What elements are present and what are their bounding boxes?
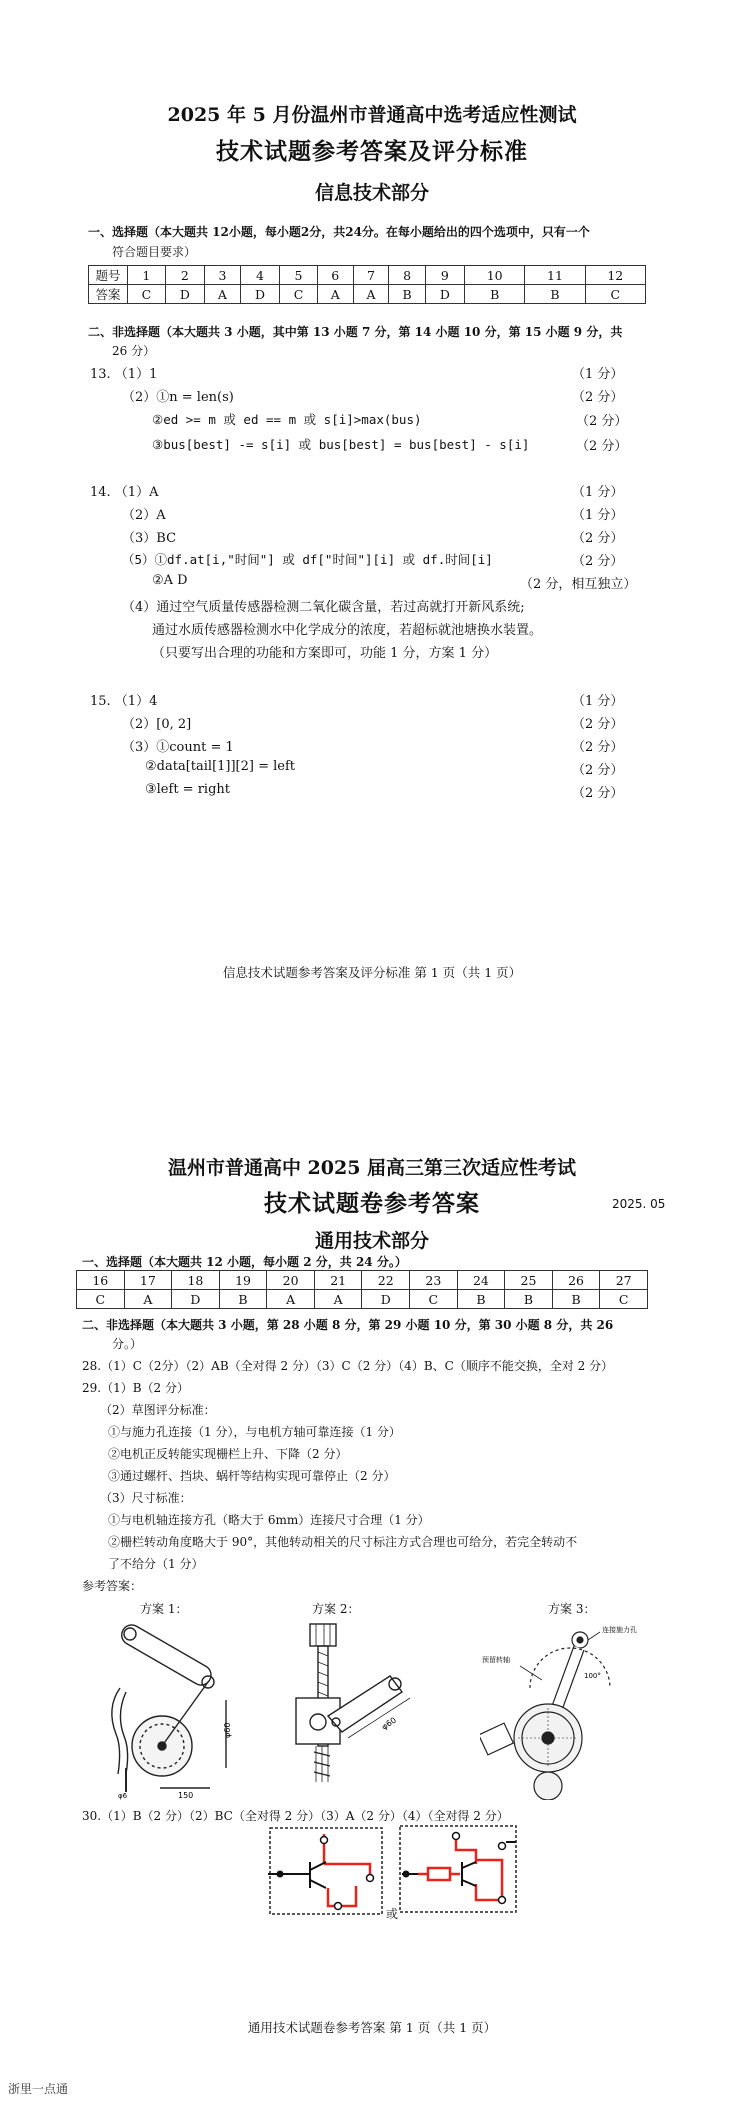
q15-score-1: （1 分） xyxy=(572,694,624,709)
page2-date: 2025. 05 xyxy=(612,1197,666,1211)
page1-section-title: 信息技术部分 xyxy=(314,182,429,204)
q14-score-1: （1 分） xyxy=(572,485,624,500)
table-cell: B xyxy=(457,1290,505,1309)
page2-title: 温州市普通高中 2025 届高三第三次适应性考试 xyxy=(167,1157,577,1179)
table-cell: 24 xyxy=(457,1271,505,1290)
table-cell: 18 xyxy=(172,1271,220,1290)
table-cell: A xyxy=(317,285,353,304)
page2-subtitle: 技术试题卷参考答案 xyxy=(264,1190,480,1217)
table-cell: 21 xyxy=(314,1271,362,1290)
circuit-2-terminal xyxy=(403,1871,410,1878)
q29-line-7: ①与电机轴连接方孔（略大于 6mm）连接尺寸合理（1 分） xyxy=(108,1513,430,1527)
q30-answer: 30.（1）B（2 分）（2）BC（全对得 2 分）（3）A（2 分）（4）（全对得 2 分） xyxy=(82,1809,509,1823)
page2-nonmc-header-2: 分。） xyxy=(112,1337,143,1351)
q14-line-8: （只要写出合理的功能和方案即可，功能 1 分，方案 1 分） xyxy=(152,646,498,661)
page1-nonmc-header: 二、非选择题（本大题共 3 小题，其中第 13 小题 7 分，第 14 小题 10 分，第 15 小题 9 分，共 xyxy=(88,325,623,339)
table-cell: C xyxy=(600,1290,648,1309)
table-cell: 9 xyxy=(425,266,464,285)
table-cell: 16 xyxy=(77,1271,125,1290)
table-cell: C xyxy=(585,285,645,304)
table-cell: D xyxy=(240,285,279,304)
q14-line-6: （4）通过空气质量传感器检测二氧化碳含量，若过高就打开新风系统; xyxy=(122,600,525,615)
q29-line-8: ②栅栏转动角度略大于 90°，其他转动相关的尺寸标注方式合理也可给分，若完全转动不 xyxy=(108,1535,578,1549)
table-cell: A xyxy=(205,285,241,304)
table-cell: 4 xyxy=(240,266,279,285)
table-cell: 27 xyxy=(600,1271,648,1290)
table-cell: A xyxy=(267,1290,315,1309)
q29-line-10: 参考答案： xyxy=(82,1579,143,1593)
q13-line-4: ③bus[best] -= s[i] 或 bus[best] = bus[best] - s[i] xyxy=(152,437,530,452)
table-cell: D xyxy=(172,1290,220,1309)
q28-answer: 28.（1）C（2分）（2）AB（全对得 2 分）（3）C（2 分）（4）B、C（顺序不能交换，全对 2 分） xyxy=(82,1359,614,1373)
watermark: 浙里一点通 xyxy=(8,2082,69,2096)
table-cell: 5 xyxy=(280,266,318,285)
circuit-2-terminal xyxy=(499,1843,506,1850)
circuit-diagram-1 xyxy=(268,1826,386,1918)
circuit-2-terminal xyxy=(453,1833,460,1840)
table-cell: 11 xyxy=(525,266,585,285)
q14-line-1: 14. （1）A xyxy=(90,485,159,500)
scheme-3-label: 方案 3： xyxy=(548,1602,596,1616)
or-text: 或 xyxy=(386,1907,399,1921)
q15-line-2: （2）[0, 2] xyxy=(122,717,192,732)
scheme-3-label-angle: 100° xyxy=(584,1672,601,1680)
scheme-3-label-axis: 预留转轴 xyxy=(482,1656,510,1664)
page1-subtitle: 技术试题参考答案及评分标准 xyxy=(216,138,528,165)
scheme-2-label: 方案 2： xyxy=(312,1602,360,1616)
q29-line-4: ②电机正反转能实现栅栏上升、下降（2 分） xyxy=(108,1447,348,1461)
q13-line-1: 13. （1）1 xyxy=(90,367,158,382)
table-cell: 12 xyxy=(585,266,645,285)
table-cell: B xyxy=(552,1290,600,1309)
table-cell: 10 xyxy=(465,266,525,285)
q14-line-2: （2）A xyxy=(122,508,166,523)
table-cell: 3 xyxy=(205,266,241,285)
table-cell: D xyxy=(165,285,204,304)
q29-line-1: 29.（1）B（2 分） xyxy=(82,1381,189,1395)
table-cell: 答案 xyxy=(89,285,128,304)
table-cell: A xyxy=(353,285,389,304)
table-cell: A xyxy=(314,1290,362,1309)
page2-mc-header: 一、选择题（本大题共 12 小题，每小题 2 分，共 24 分。） xyxy=(82,1255,407,1269)
q13-line-3: ②ed >= m 或 ed == m 或 s[i]>max(bus) xyxy=(152,412,422,427)
q15-score-3: （2 分） xyxy=(572,740,624,755)
scheme-1-drawing xyxy=(100,1618,250,1800)
scheme-2-drawing xyxy=(288,1618,448,1800)
scheme-1-dim-2: 150 xyxy=(178,1791,194,1800)
circuit-1-terminal xyxy=(335,1903,342,1910)
scheme-3-label-hole: 连接施力孔 xyxy=(602,1626,637,1634)
q13-score-3: （2 分） xyxy=(576,414,628,429)
q15-line-1: 15. （1）4 xyxy=(90,694,158,709)
table-cell: 25 xyxy=(505,1271,553,1290)
table-row xyxy=(77,1271,648,1290)
table-cell: B xyxy=(465,285,525,304)
q13-line-2: （2）①n = len(s) xyxy=(122,390,234,405)
table-cell: 2 xyxy=(165,266,204,285)
q14-line-4: （5）①df.at[i,"时间"] 或 df["时间"][i] 或 df.时间[i] xyxy=(122,552,493,567)
q14-line-7: 通过水质传感器检测水中化学成分的浓度，若超标就池塘换水装置。 xyxy=(152,623,543,638)
circuit-2-wires xyxy=(418,1832,502,1900)
table-cell: 19 xyxy=(219,1271,267,1290)
table-cell: B xyxy=(219,1290,267,1309)
scheme-1-dim-1: φ60 xyxy=(223,1722,232,1738)
circuit-1-terminal xyxy=(367,1875,374,1882)
page2-footer: 通用技术试题卷参考答案 第 1 页（共 1 页） xyxy=(247,2020,497,2035)
scheme-3-drawing xyxy=(480,1618,660,1800)
table-row xyxy=(89,266,646,285)
q13-score-2: （2 分） xyxy=(572,390,624,405)
q14-score-4: （2 分） xyxy=(572,554,624,569)
table-cell: B xyxy=(525,285,585,304)
table-cell: C xyxy=(410,1290,458,1309)
page1-nonmc-header-2: 26 分） xyxy=(112,344,156,358)
q15-score-5: （2 分） xyxy=(572,786,624,801)
q29-line-3: ①与施力孔连接（1 分），与电机方轴可靠连接（1 分） xyxy=(108,1425,401,1439)
table-cell: 6 xyxy=(317,266,353,285)
scheme-2-dim: φ60 xyxy=(380,1715,398,1732)
q15-line-4: ②data[tail[1]][2] = left xyxy=(145,759,296,774)
circuit-diagram-2 xyxy=(398,1822,522,1918)
table-cell: 26 xyxy=(552,1271,600,1290)
q13-score-4: （2 分） xyxy=(576,439,628,454)
q29-line-5: ③通过螺杆、挡块、蜗杆等结构实现可靠停止（2 分） xyxy=(108,1469,396,1483)
q29-line-9: 了不给分（1 分） xyxy=(108,1557,204,1571)
page2-answer-table xyxy=(76,1270,648,1309)
table-row xyxy=(77,1290,648,1309)
q15-line-3: （3）①count = 1 xyxy=(122,740,234,755)
page2-section-title: 通用技术部分 xyxy=(314,1230,429,1252)
table-cell: 22 xyxy=(362,1271,410,1290)
circuit-1-terminal xyxy=(321,1837,328,1844)
page1-mc-header-2: 符合题目要求） xyxy=(112,245,197,259)
table-cell: D xyxy=(425,285,464,304)
table-cell: B xyxy=(505,1290,553,1309)
table-cell: 23 xyxy=(410,1271,458,1290)
table-cell: 题号 xyxy=(89,266,128,285)
q14-line-3: （3）BC xyxy=(122,531,177,546)
table-cell: D xyxy=(362,1290,410,1309)
q14-score-5: （2 分，相互独立） xyxy=(520,577,637,592)
page2-nonmc-header: 二、非选择题（本大题共 3 小题，第 28 小题 8 分，第 29 小题 10 分，第 30 小题 8 分，共 26 xyxy=(82,1318,614,1332)
page1-title: 2025 年 5 月份温州市普通高中选考适应性测试 xyxy=(167,104,577,126)
table-cell: 8 xyxy=(389,266,425,285)
q14-score-3: （2 分） xyxy=(572,531,624,546)
table-cell: 7 xyxy=(353,266,389,285)
scheme-1-label: 方案 1： xyxy=(140,1602,188,1616)
q15-score-2: （2 分） xyxy=(572,717,624,732)
q15-line-5: ③left = right xyxy=(145,782,230,797)
circuit-1-terminal xyxy=(277,1871,284,1878)
table-cell: C xyxy=(128,285,166,304)
q14-line-5: ②A D xyxy=(152,573,188,588)
table-cell: 17 xyxy=(124,1271,172,1290)
table-cell: B xyxy=(389,285,425,304)
q15-score-4: （2 分） xyxy=(572,763,624,778)
circuit-1-wires xyxy=(324,1834,370,1906)
page1-answer-table xyxy=(88,265,646,304)
table-cell: 1 xyxy=(128,266,166,285)
table-cell: A xyxy=(124,1290,172,1309)
q14-score-2: （1 分） xyxy=(572,508,624,523)
scheme-1-dim-3: φ6 xyxy=(118,1792,128,1800)
table-cell: C xyxy=(280,285,318,304)
q13-score-1: （1 分） xyxy=(572,367,624,382)
page1-footer: 信息技术试题参考答案及评分标准 第 1 页（共 1 页） xyxy=(222,965,522,980)
q29-line-6: （3）尺寸标准： xyxy=(100,1491,192,1505)
table-cell: C xyxy=(77,1290,125,1309)
table-row xyxy=(89,285,646,304)
circuit-2-terminal xyxy=(499,1897,506,1904)
table-cell: 20 xyxy=(267,1271,315,1290)
q29-line-2: （2）草图评分标准： xyxy=(100,1403,216,1417)
page1-mc-header: 一、选择题（本大题共 12小题，每小题2分，共24分。在每小题给出的四个选项中，只有一个 xyxy=(88,225,590,239)
